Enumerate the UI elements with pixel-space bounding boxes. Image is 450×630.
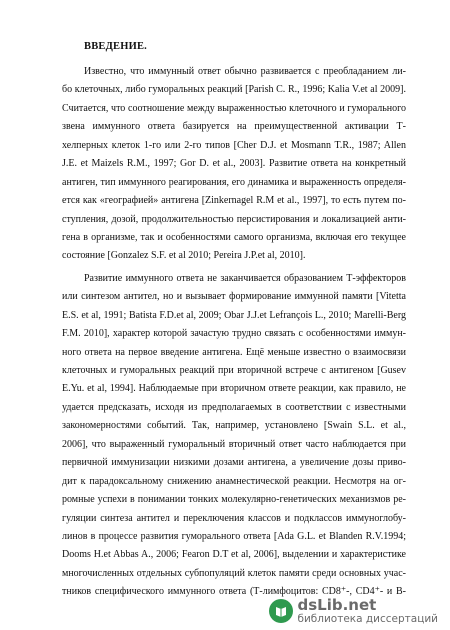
text-line: 2006], что выраженный гуморальный вторичный ответ часто наблюдается при <box>62 438 406 450</box>
text-line: Dooms H.et Abbas A., 2006; Fearon D.T et al, 2006], выделении и характеристике <box>62 549 406 561</box>
text-line: или синтезом антител, но и вызывает формирование иммунной памяти [Vitetta <box>62 291 406 303</box>
watermark-subtitle: библиотека диссертаций <box>297 612 438 625</box>
text-line: состояние [Gonzalez S.F. et al 2010; Pereira J.P.et al, 2010]. <box>62 250 306 262</box>
body-text <box>62 63 406 602</box>
book-leaf-icon <box>269 599 293 623</box>
text-line: удается предсказать, исходя из предполагаемых в соответствии с известными <box>62 401 406 413</box>
text-line: хелперных клеток 1-го или 2-го типов [Cher D.J. et Mosmann T.R., 1987; Allen <box>62 139 406 151</box>
text-line: тников специфического иммунного ответа (Т-лимфоцитов: CD8⁺-, CD4⁺- и В- <box>62 586 406 598</box>
text-line: J.E. et Maizels R.M., 1997; Gor D. et al., 2003]. Развитие ответа на конкретный <box>62 158 406 170</box>
text-line: линов в процессе развития гуморального ответа [Ada G.L. et Blanden R.V.1994; <box>62 530 406 542</box>
text-line: антиген, тип иммунного реагирования, его динамика и выраженность определя- <box>62 176 406 188</box>
text-line: клеточных и гуморальных реакций при вторичной встрече с антигеном [Gusev <box>62 365 406 376</box>
text-line: Развитие иммунного ответа не заканчивается образованием Т-эффекторов <box>84 272 406 284</box>
text-line: гуляции синтеза антител и переключения классов и подклассов иммуноглобу- <box>62 512 406 524</box>
text-line: ступления, дозой, продолжительностью персистирования и локализацией анти- <box>62 213 406 225</box>
text-line: многочисленных отдельных субпопуляций клеток памяти среди основных учас- <box>62 567 406 579</box>
text-line: бо клеточных, либо гуморальных реакций [Parish C. R., 1996; Kalia V.et al 2009]. <box>62 84 406 96</box>
text-line: гена в организме, так и особенностями самого организма, включая его текущее <box>62 231 406 243</box>
text-line: Считается, что соотношение между выраженностью клеточного и гуморального <box>62 102 406 114</box>
text-line: звена иммунного ответа базируется на преимущественной активации Т- <box>62 121 406 133</box>
text-line: E.Yu. et al, 1994]. Наблюдаемые при вторичном ответе реакции, как правило, не <box>62 383 406 395</box>
section-heading: ВВЕДЕНИЕ. <box>84 41 148 52</box>
text-line: дит к парадоксальному снижению анамнестической реакции. Несмотря на ог- <box>62 475 406 487</box>
text-line: ного ответа на первое введение антигена. Ещё меньше известно о взаимосвязи <box>62 346 406 358</box>
text-line: ется как «географией» антигена [Zinkernagel R.M et al., 1997], то есть путем по- <box>62 195 406 207</box>
text-line: закономерностями событий. Так, например, установлено [Swain S.L. et al., <box>62 420 406 432</box>
text-line: первичной иммунизации низкими дозами антигена, а увеличение дозы приво- <box>62 457 406 469</box>
dslib-watermark[interactable] <box>269 595 438 625</box>
text-line: E.S. et al, 1991; Batista F.D.et al, 2009; Obar J.J.et Lefrançois L., 2010; Marelli-Berg <box>62 309 406 321</box>
text-line: ромные успехи в понимании тонких молекулярно-генетических механизмов ре- <box>62 494 406 506</box>
text-line: F.M. 2010], характер которой зачастую трудно связать с особенностями иммун- <box>62 328 406 340</box>
watermark-brand: dsLib.net <box>297 595 377 614</box>
text-line: Известно, что иммунный ответ обычно развивается с преобладанием ли- <box>84 66 406 77</box>
